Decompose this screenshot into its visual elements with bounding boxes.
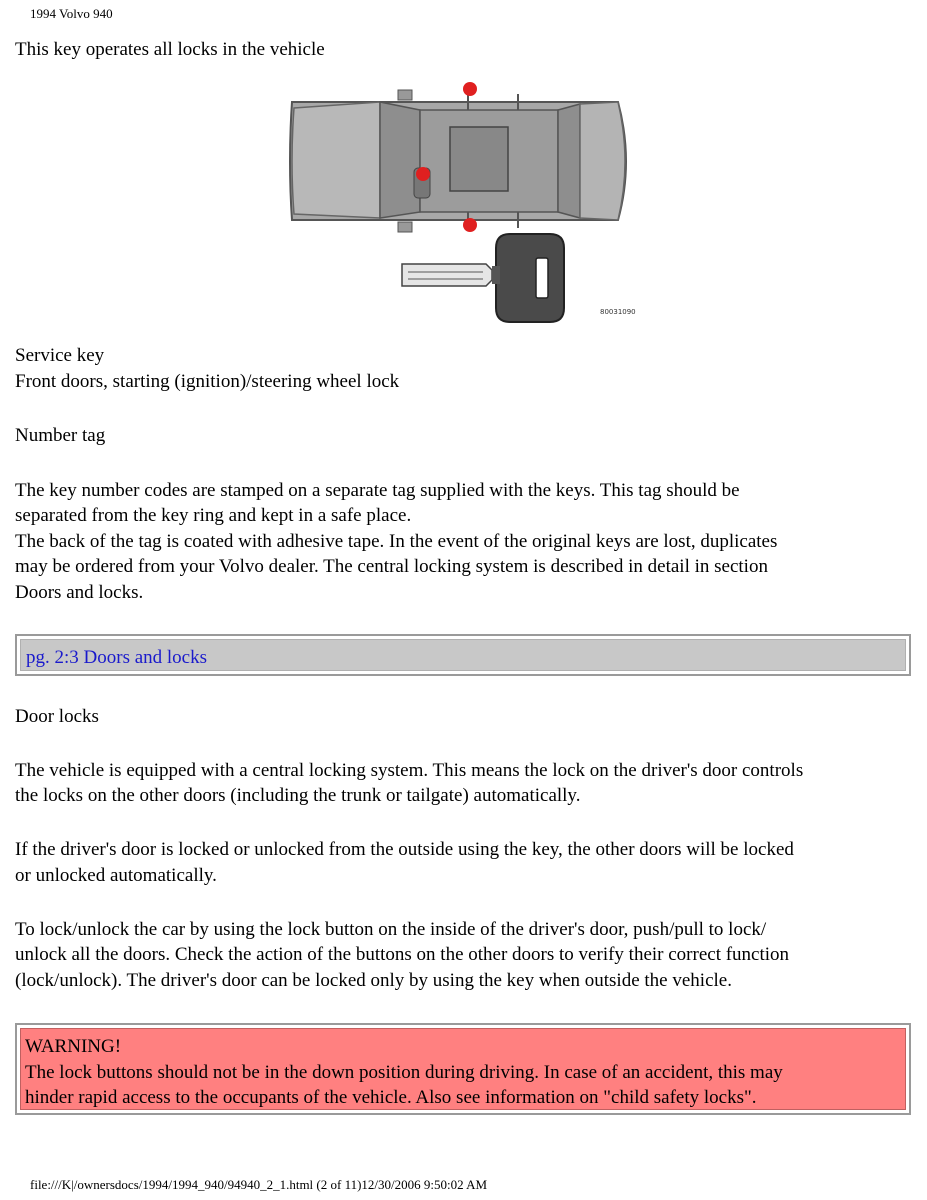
number-tag-line: The key number codes are stamped on a separate tag supplied with the keys. This tag should be bbox=[15, 480, 740, 501]
footer-file-path: file:///K|/ownersdocs/1994/1994_940/94940_2_1.html (2 of 11)12/30/2006 9:50:02 AM bbox=[30, 1177, 488, 1192]
figure-code: 80031090 bbox=[600, 308, 636, 316]
door-locks-para2-line: If the driver's door is locked or unlocked from the outside using the key, the other doors will be locked bbox=[15, 839, 794, 860]
section-link-box bbox=[15, 634, 911, 676]
lock-point-rear-door bbox=[463, 218, 477, 232]
door-locks-para2-line: or unlocked automatically. bbox=[15, 865, 217, 886]
section-link-bar bbox=[20, 639, 906, 671]
car-key-illustration bbox=[278, 72, 650, 334]
lock-point-ignition bbox=[416, 167, 430, 181]
lock-point-front-door bbox=[463, 82, 477, 96]
sunroof-shape bbox=[450, 127, 508, 191]
service-key-text: Front doors, starting (ignition)/steering wheel lock bbox=[15, 371, 400, 392]
warning-panel bbox=[20, 1028, 906, 1110]
door-locks-para3-line: To lock/unlock the car by using the lock button on the inside of the driver's door, push/pull to lock/ bbox=[15, 919, 767, 940]
door-locks-para3-line: (lock/unlock). The driver's door can be locked only by using the key when outside the vehicle. bbox=[15, 970, 732, 991]
warning-text-line: The lock buttons should not be in the down position during driving. In case of an accident, this may bbox=[25, 1061, 783, 1083]
key-blade-shape bbox=[402, 264, 492, 286]
doors-and-locks-link[interactable]: pg. 2:3 Doors and locks bbox=[26, 647, 208, 668]
number-tag-title: Number tag bbox=[15, 425, 106, 446]
door-locks-para1-line: the locks on the other doors (including the trunk or tailgate) automatically. bbox=[15, 785, 581, 806]
number-tag-line: Doors and locks. bbox=[15, 582, 144, 603]
warning-box bbox=[15, 1023, 911, 1115]
warning-title: WARNING! bbox=[25, 1036, 122, 1057]
number-tag-line: separated from the key ring and kept in a safe place. bbox=[15, 505, 412, 526]
service-key-title: Service key bbox=[15, 345, 105, 366]
page-header-title: 1994 Volvo 940 bbox=[30, 6, 113, 21]
intro-text: This key operates all locks in the vehicle bbox=[15, 39, 325, 60]
number-tag-line: may be ordered from your Volvo dealer. The central locking system is described in detail in section bbox=[15, 556, 768, 577]
warning-text-line: hinder rapid access to the occupants of the vehicle. Also see information on "child safety locks". bbox=[25, 1087, 757, 1108]
key-head-shape bbox=[496, 234, 564, 322]
number-tag-line: The back of the tag is coated with adhesive tape. In the event of the original keys are lost, duplicates bbox=[15, 531, 778, 552]
door-locks-title: Door locks bbox=[15, 706, 99, 727]
door-locks-para1-line: The vehicle is equipped with a central locking system. This means the lock on the driver's door controls bbox=[15, 760, 804, 781]
door-locks-para3-line: unlock all the doors. Check the action of the buttons on the other doors to verify their correct function bbox=[15, 944, 790, 965]
car-top-view-diagram bbox=[278, 72, 650, 334]
